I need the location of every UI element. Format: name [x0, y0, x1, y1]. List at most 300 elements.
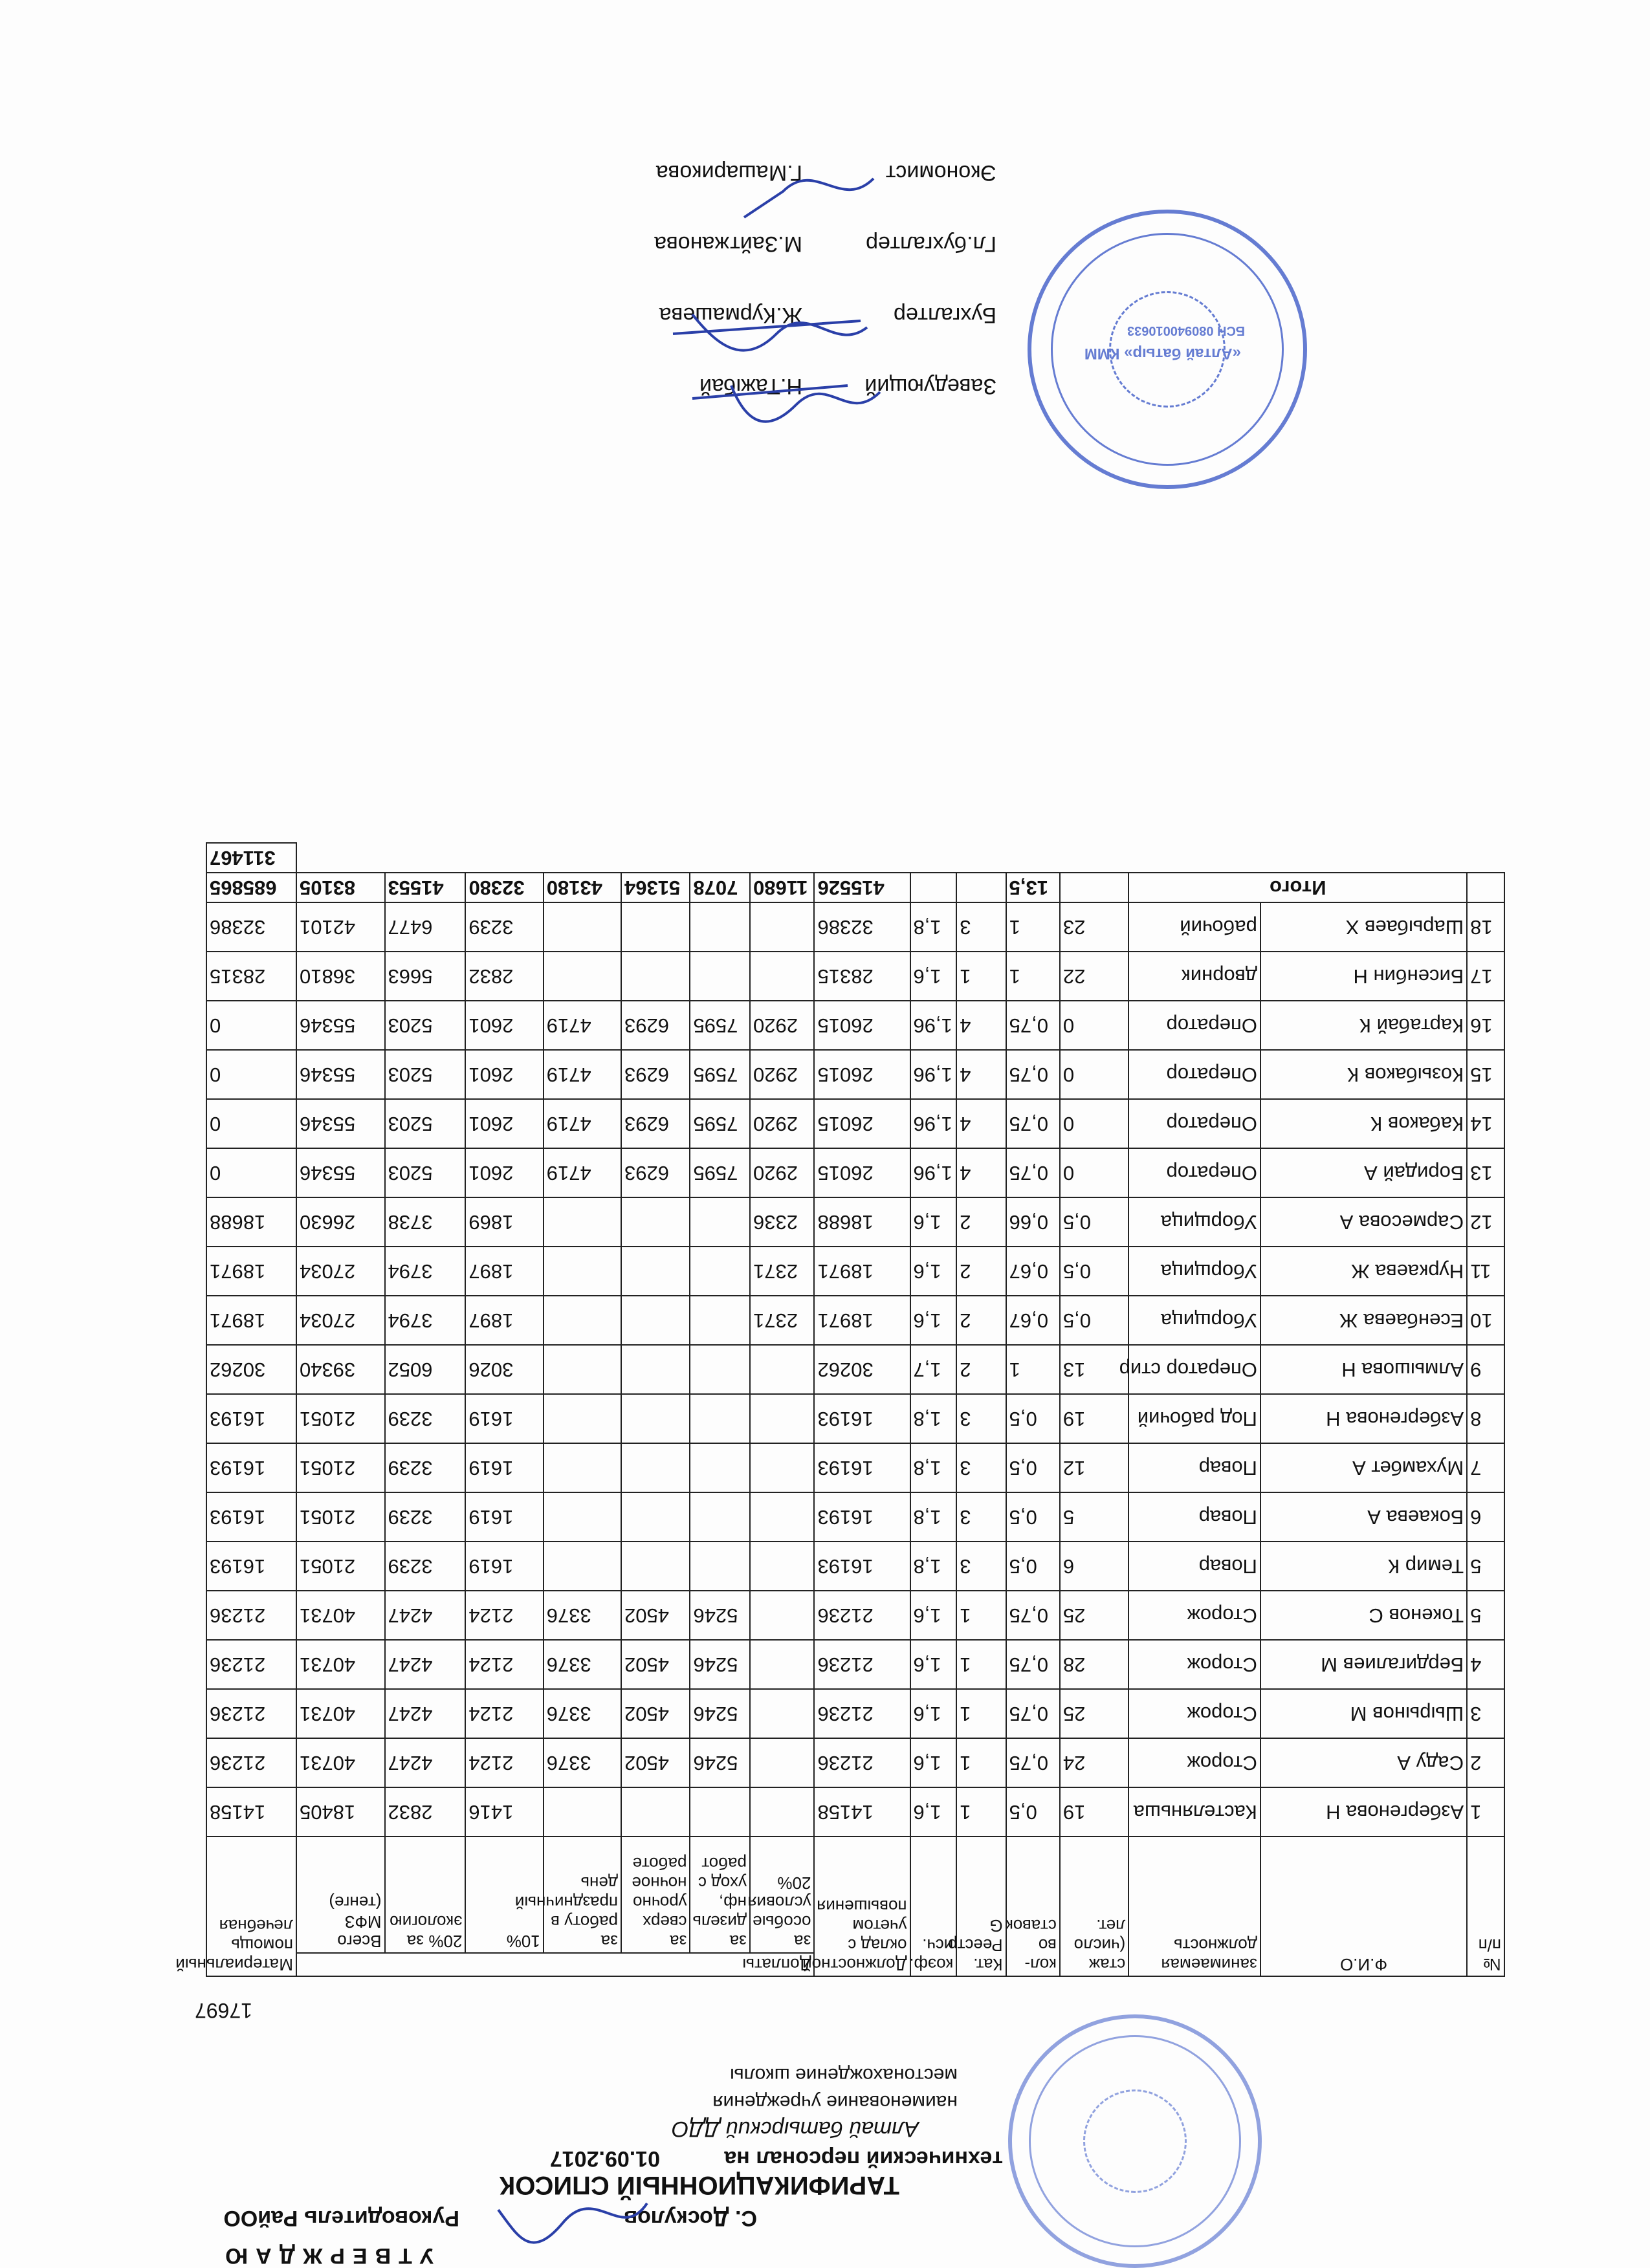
- cell-d4: [544, 952, 621, 1001]
- cell-d1: [750, 1689, 814, 1738]
- cell-total: 36810: [296, 952, 385, 1001]
- cell-p10: 2832: [465, 952, 543, 1001]
- handwritten-signatures: [615, 133, 886, 431]
- cell-d3: 6293: [621, 1050, 690, 1099]
- cell-name: Бердигалиев М: [1260, 1640, 1467, 1689]
- cell-koef: 1,6: [910, 1738, 957, 1787]
- cell-name: Боридай А: [1260, 1148, 1467, 1197]
- cell-d4: [544, 1197, 621, 1247]
- cell-d3: [621, 902, 690, 952]
- cell-d3: 6293: [621, 1099, 690, 1148]
- cell-name: Азбергенова Н: [1260, 1787, 1467, 1837]
- cell-d2: [690, 1247, 750, 1296]
- cell-oklad: 21236: [814, 1640, 910, 1689]
- cell-help: 32386: [206, 902, 296, 952]
- cell-kat: 2: [956, 1247, 1006, 1296]
- cell-p10: 1416: [465, 1787, 543, 1837]
- table-row: [206, 1591, 1504, 1640]
- cell-d4: [544, 1345, 621, 1394]
- table-row: [206, 1148, 1504, 1197]
- cell-position: Под рабочий: [1128, 1394, 1260, 1443]
- cell-kat: 3: [956, 1443, 1006, 1492]
- cell-d4: 3376: [544, 1591, 621, 1640]
- col-header-position: занимаемая должность: [1128, 1837, 1260, 1976]
- cell-total: 27034: [296, 1247, 385, 1296]
- cell-koef: 1,6: [910, 1296, 957, 1345]
- list-date: 01.09.2017: [549, 2146, 660, 2171]
- table-row: [206, 1689, 1504, 1738]
- cell-n: 1: [1467, 1787, 1504, 1837]
- cell-d1: [750, 1443, 814, 1492]
- cell-help: 21236: [206, 1689, 296, 1738]
- cell-koef: 1,6: [910, 1787, 957, 1837]
- cell-p20: 3738: [385, 1197, 466, 1247]
- cell-total: 55346: [296, 1050, 385, 1099]
- cell-d1: [750, 1591, 814, 1640]
- cell-n: 12: [1467, 1197, 1504, 1247]
- cell-stazh: 5: [1060, 1492, 1128, 1542]
- cell-name: Саду А: [1260, 1738, 1467, 1787]
- cell-stazh: 13: [1060, 1345, 1128, 1394]
- cell-stavki: 0,75: [1006, 1001, 1060, 1050]
- header-group-row: [206, 1953, 1504, 1976]
- cell-p10: 3026: [465, 1345, 543, 1394]
- cell-position: Уборщица: [1128, 1296, 1260, 1345]
- total-label: Итого: [1128, 873, 1467, 902]
- total-p10: 41553: [385, 873, 466, 902]
- cell-oklad: 30262: [814, 1345, 910, 1394]
- cell-d2: 7595: [690, 1148, 750, 1197]
- cell-help: 16193: [206, 1394, 296, 1443]
- cell-stavki: 1: [1006, 902, 1060, 952]
- cell-d3: [621, 1492, 690, 1542]
- cell-n: 9: [1467, 1345, 1504, 1394]
- cell-position: Повар: [1128, 1542, 1260, 1591]
- cell-stavki: 0,75: [1006, 1148, 1060, 1197]
- cell-stavki: 0,5: [1006, 1787, 1060, 1837]
- cell-d4: 3376: [544, 1738, 621, 1787]
- cell-p20: 2832: [385, 1787, 466, 1837]
- cell-d1: [750, 1738, 814, 1787]
- total-d3: 43180: [544, 873, 621, 902]
- cell-stazh: 0,5: [1060, 1296, 1128, 1345]
- cell-position: Оператор: [1128, 1050, 1260, 1099]
- cell-oklad: 16193: [814, 1492, 910, 1542]
- cell-d4: [544, 902, 621, 952]
- cell-stavki: 0,66: [1006, 1197, 1060, 1247]
- cell-p20: 3794: [385, 1296, 466, 1345]
- cell-n: 15: [1467, 1050, 1504, 1099]
- cell-stazh: 25: [1060, 1591, 1128, 1640]
- cell-kat: 3: [956, 1492, 1006, 1542]
- cell-name: Нуркаева Ж: [1260, 1247, 1467, 1296]
- cell-oklad: 18688: [814, 1197, 910, 1247]
- cell-stavki: 0,75: [1006, 1099, 1060, 1148]
- cell-d3: [621, 1197, 690, 1247]
- cell-help: 28315: [206, 952, 296, 1001]
- col-header-stazh: стаж (число лет.: [1060, 1837, 1128, 1976]
- cell-d4: 3376: [544, 1689, 621, 1738]
- cell-d2: [690, 1542, 750, 1591]
- cell-stazh: 25: [1060, 1689, 1128, 1738]
- cell-koef: 1,7: [910, 1345, 957, 1394]
- cell-help: 16193: [206, 1443, 296, 1492]
- col-header-name: Ф.И.О: [1260, 1837, 1467, 1976]
- cell-d3: 4502: [621, 1640, 690, 1689]
- cell-position: дворник: [1128, 952, 1260, 1001]
- cell-n: 8: [1467, 1394, 1504, 1443]
- table-row: [206, 1738, 1504, 1787]
- cell-p10: 1897: [465, 1247, 543, 1296]
- location-caption: местонахождение школы: [730, 2064, 958, 2086]
- cell-koef: 1,6: [910, 1247, 957, 1296]
- cell-position: Сторож: [1128, 1738, 1260, 1787]
- cell-total: 18405: [296, 1787, 385, 1837]
- cell-n: 14: [1467, 1099, 1504, 1148]
- cell-d3: [621, 1787, 690, 1837]
- cell-position: Сторож: [1128, 1689, 1260, 1738]
- col-header-coef: коэф. исч.: [910, 1837, 957, 1976]
- cell-name: Козыбаков К: [1260, 1050, 1467, 1099]
- cell-stazh: 0: [1060, 1001, 1128, 1050]
- cell-oklad: 28315: [814, 952, 910, 1001]
- cell-total: 21051: [296, 1443, 385, 1492]
- table-row: [206, 1394, 1504, 1443]
- cell-d1: [750, 1394, 814, 1443]
- cell-p20: 3239: [385, 1542, 466, 1591]
- cell-d2: 5246: [690, 1689, 750, 1738]
- cell-stazh: 23: [1060, 902, 1128, 952]
- cell-help: 16193: [206, 1492, 296, 1542]
- cell-d2: [690, 1345, 750, 1394]
- cell-d2: [690, 1394, 750, 1443]
- cell-d1: 2371: [750, 1247, 814, 1296]
- cell-name: Шарыбаев Х: [1260, 902, 1467, 952]
- list-subtitle: технический персонал на: [724, 2146, 1003, 2171]
- cell-d3: [621, 952, 690, 1001]
- cell-stavki: 0,5: [1006, 1443, 1060, 1492]
- cell-koef: 1,6: [910, 1640, 957, 1689]
- cell-d4: [544, 1394, 621, 1443]
- institution-caption: наименование учреждения: [712, 2091, 958, 2113]
- cell-d1: 2920: [750, 1148, 814, 1197]
- cell-name: Картабай К: [1260, 1001, 1467, 1050]
- cell-koef: 1,96: [910, 1001, 957, 1050]
- cell-d4: 4719: [544, 1050, 621, 1099]
- cell-p10: 2124: [465, 1591, 543, 1640]
- sig-role-head: Заведующий: [864, 374, 996, 398]
- cell-stavki: 0,75: [1006, 1050, 1060, 1099]
- cell-koef: 1,96: [910, 1099, 957, 1148]
- cell-p10: 2601: [465, 1050, 543, 1099]
- cell-d3: 4502: [621, 1738, 690, 1787]
- cell-oklad: 14158: [814, 1787, 910, 1837]
- cell-help: 21236: [206, 1591, 296, 1640]
- cell-d2: [690, 1787, 750, 1837]
- total-row: [206, 873, 1504, 902]
- cell-d1: 2336: [750, 1197, 814, 1247]
- cell-oklad: 16193: [814, 1542, 910, 1591]
- cell-total: 40731: [296, 1640, 385, 1689]
- cell-help: 0: [206, 1050, 296, 1099]
- cell-n: 10: [1467, 1296, 1504, 1345]
- col-header-ecology: 20% за экологию: [385, 1837, 466, 1953]
- cell-d4: [544, 1247, 621, 1296]
- cell-koef: 1,8: [910, 1542, 957, 1591]
- cell-oklad: 21236: [814, 1689, 910, 1738]
- cell-koef: 1,96: [910, 1050, 957, 1099]
- cell-p20: 4247: [385, 1591, 466, 1640]
- cell-kat: 4: [956, 1050, 1006, 1099]
- cell-p10: 1619: [465, 1443, 543, 1492]
- total-stavki: 13,5: [1006, 873, 1060, 902]
- cell-position: Оператор: [1128, 1099, 1260, 1148]
- cell-d1: [750, 952, 814, 1001]
- cell-p10: 1619: [465, 1542, 543, 1591]
- cell-oklad: 18971: [814, 1247, 910, 1296]
- cell-p20: 5203: [385, 1001, 466, 1050]
- cell-p20: 4247: [385, 1689, 466, 1738]
- cell-kat: 3: [956, 1394, 1006, 1443]
- cell-total: 40731: [296, 1738, 385, 1787]
- cell-help: 16193: [206, 1542, 296, 1591]
- cell-d1: 2920: [750, 1050, 814, 1099]
- cell-p20: 3794: [385, 1247, 466, 1296]
- sig-name-chief-accountant: М.Зайтжанова: [654, 232, 802, 256]
- cell-stazh: 0: [1060, 1148, 1128, 1197]
- cell-p20: 5203: [385, 1099, 466, 1148]
- cell-total: 55346: [296, 1148, 385, 1197]
- cell-p10: 1619: [465, 1394, 543, 1443]
- total-d1: 11680: [750, 873, 814, 902]
- table-row: [206, 1099, 1504, 1148]
- cell-d2: [690, 902, 750, 952]
- cell-d2: [690, 1492, 750, 1542]
- cell-d2: 5246: [690, 1640, 750, 1689]
- cell-n: 18: [1467, 902, 1504, 952]
- cell-d2: 7595: [690, 1001, 750, 1050]
- cell-oklad: 18971: [814, 1296, 910, 1345]
- cell-d3: 6293: [621, 1148, 690, 1197]
- cell-d4: [544, 1443, 621, 1492]
- cell-d4: [544, 1787, 621, 1837]
- cell-position: Уборщица: [1128, 1197, 1260, 1247]
- cell-name: Токенов С: [1260, 1591, 1467, 1640]
- total-oklad: 415526: [814, 873, 910, 902]
- cell-koef: 1,96: [910, 1148, 957, 1197]
- col-header-n: № п/п: [1467, 1837, 1504, 1976]
- cell-d2: 5246: [690, 1591, 750, 1640]
- col-header-overtime: за сверх урочно ночное работе: [621, 1837, 690, 1953]
- cell-d3: 6293: [621, 1001, 690, 1050]
- cell-koef: 1,8: [910, 902, 957, 952]
- cell-koef: 1,6: [910, 1197, 957, 1247]
- sig-name-accountant: Ж.Курмашева: [659, 303, 802, 327]
- cell-stavki: 0,5: [1006, 1542, 1060, 1591]
- cell-d2: [690, 952, 750, 1001]
- cell-oklad: 26015: [814, 1148, 910, 1197]
- cell-name: Бисенбин Н: [1260, 952, 1467, 1001]
- cell-position: Повар: [1128, 1492, 1260, 1542]
- cell-d2: 7595: [690, 1099, 750, 1148]
- cell-total: 39340: [296, 1345, 385, 1394]
- cell-p10: 2601: [465, 1148, 543, 1197]
- sig-role-chief-accountant: Гл.бухгалтер: [866, 232, 996, 256]
- cell-d4: [544, 1492, 621, 1542]
- table-row: [206, 1345, 1504, 1394]
- cell-d3: [621, 1247, 690, 1296]
- cell-d3: [621, 1394, 690, 1443]
- table-row: [206, 1787, 1504, 1837]
- cell-help: 14158: [206, 1787, 296, 1837]
- cell-stazh: 0,5: [1060, 1247, 1128, 1296]
- cell-name: Сармесова А: [1260, 1197, 1467, 1247]
- cell-d4: [544, 1296, 621, 1345]
- cell-oklad: 21236: [814, 1591, 910, 1640]
- col-header-aid: Материальный помощь лечебная: [206, 1837, 296, 1976]
- col-header-10pct: 10%: [465, 1837, 543, 1953]
- cell-d4: 4719: [544, 1148, 621, 1197]
- table-row: [206, 902, 1504, 952]
- col-header-holiday: за работу в праздничный день: [544, 1837, 621, 1953]
- cell-oklad: 16193: [814, 1443, 910, 1492]
- cell-total: 21051: [296, 1542, 385, 1591]
- cell-d2: [690, 1296, 750, 1345]
- cell-p10: 1897: [465, 1296, 543, 1345]
- cell-d1: 2371: [750, 1296, 814, 1345]
- stamp-number: БСН 080940010633: [1127, 323, 1245, 338]
- cell-p10: 1619: [465, 1492, 543, 1542]
- cell-oklad: 32386: [814, 902, 910, 952]
- cell-p20: 5203: [385, 1050, 466, 1099]
- cell-stavki: 0,75: [1006, 1738, 1060, 1787]
- cell-n: 5: [1467, 1591, 1504, 1640]
- cell-d1: [750, 1492, 814, 1542]
- table-row: [206, 1197, 1504, 1247]
- cell-stazh: 22: [1060, 952, 1128, 1001]
- cell-total: 27034: [296, 1296, 385, 1345]
- approval-signature: [485, 2177, 654, 2255]
- table-row: [206, 1492, 1504, 1542]
- cell-n: 5: [1467, 1542, 1504, 1591]
- cell-n: 16: [1467, 1001, 1504, 1050]
- cell-d1: [750, 1640, 814, 1689]
- col-header-allowances: Доплаты: [296, 1953, 815, 1976]
- cell-stavki: 0,5: [1006, 1492, 1060, 1542]
- cell-p10: 2124: [465, 1689, 543, 1738]
- cell-kat: 4: [956, 1099, 1006, 1148]
- cell-d3: [621, 1345, 690, 1394]
- sig-role-accountant: Бухгалтер: [894, 303, 996, 327]
- cell-kat: 2: [956, 1296, 1006, 1345]
- cell-d1: [750, 1542, 814, 1591]
- cell-name: Азбергенова Н: [1260, 1394, 1467, 1443]
- cell-total: 21051: [296, 1492, 385, 1542]
- cell-position: рабочий: [1128, 902, 1260, 952]
- document-code: 17697: [195, 1999, 252, 2022]
- cell-total: 42101: [296, 902, 385, 952]
- table-row: [206, 952, 1504, 1001]
- cell-name: Темир К: [1260, 1542, 1467, 1591]
- cell-d3: 4502: [621, 1591, 690, 1640]
- cell-oklad: 26015: [814, 1099, 910, 1148]
- cell-kat: 2: [956, 1197, 1006, 1247]
- cell-name: Шырынов М: [1260, 1689, 1467, 1738]
- cell-d3: [621, 1542, 690, 1591]
- cell-d1: [750, 1345, 814, 1394]
- cell-d3: [621, 1296, 690, 1345]
- tariff-table: [175, 842, 1505, 1977]
- cell-p20: 4247: [385, 1640, 466, 1689]
- cell-total: 40731: [296, 1689, 385, 1738]
- cell-d2: 7595: [690, 1050, 750, 1099]
- cell-p20: 3239: [385, 1492, 466, 1542]
- cell-p10: 2124: [465, 1640, 543, 1689]
- table-row: [206, 1443, 1504, 1492]
- cell-d4: 3376: [544, 1640, 621, 1689]
- cell-koef: 1,8: [910, 1394, 957, 1443]
- cell-help: 18971: [206, 1296, 296, 1345]
- cell-p20: 6477: [385, 902, 466, 952]
- cell-p10: 3239: [465, 902, 543, 952]
- cell-n: 17: [1467, 952, 1504, 1001]
- list-title: ТАРИФИКАЦИОННЫЙ СПИСОК: [499, 2171, 899, 2199]
- cell-d1: [750, 902, 814, 952]
- cell-oklad: 16193: [814, 1394, 910, 1443]
- total-d4: 32380: [465, 873, 543, 902]
- cell-d3: [621, 1443, 690, 1492]
- sig-name-economist: Г.Машарикова: [655, 160, 802, 185]
- cell-kat: 1: [956, 1640, 1006, 1689]
- total-d1b: 7078: [690, 873, 750, 902]
- cell-kat: 1: [956, 952, 1006, 1001]
- cell-n: 3: [1467, 1689, 1504, 1738]
- col-header-special: за особые условия 20%: [750, 1837, 814, 1953]
- cell-help: 0: [206, 1099, 296, 1148]
- table-row: [206, 1050, 1504, 1099]
- cell-total: 26630: [296, 1197, 385, 1247]
- cell-d2: 5246: [690, 1738, 750, 1787]
- cell-p20: 3239: [385, 1443, 466, 1492]
- cell-p20: 3239: [385, 1394, 466, 1443]
- cell-name: Есенбаева Ж: [1260, 1296, 1467, 1345]
- cell-total: 40731: [296, 1591, 385, 1640]
- stamp-text: «Алтай батыр» КММ: [1084, 345, 1241, 362]
- cell-name: Алмышова Н: [1260, 1345, 1467, 1394]
- cell-d3: 4502: [621, 1689, 690, 1738]
- cell-help: 18971: [206, 1247, 296, 1296]
- cell-stazh: 19: [1060, 1787, 1128, 1837]
- cell-stavki: 0,75: [1006, 1689, 1060, 1738]
- cell-name: Мухамбет А: [1260, 1443, 1467, 1492]
- cell-koef: 1,8: [910, 1492, 957, 1542]
- cell-total: 55346: [296, 1001, 385, 1050]
- cell-d1: 2920: [750, 1099, 814, 1148]
- col-header-total: Всего МФЗ (тенге): [296, 1837, 385, 1953]
- cell-n: 2: [1467, 1738, 1504, 1787]
- table-row: [206, 1001, 1504, 1050]
- cell-stavki: 0,75: [1006, 1591, 1060, 1640]
- cell-p10: 2124: [465, 1738, 543, 1787]
- col-header-diesel: за дизель нф, уход с работ: [690, 1837, 750, 1953]
- cell-stavki: 0,67: [1006, 1247, 1060, 1296]
- cell-stavki: 1: [1006, 1345, 1060, 1394]
- cell-position: Оператор: [1128, 1001, 1260, 1050]
- approval-name: С. Доскулов: [624, 2206, 757, 2230]
- approval-position: Руководитель РайОО: [223, 2206, 459, 2230]
- cell-stavki: 0,67: [1006, 1296, 1060, 1345]
- cell-d4: 4719: [544, 1001, 621, 1050]
